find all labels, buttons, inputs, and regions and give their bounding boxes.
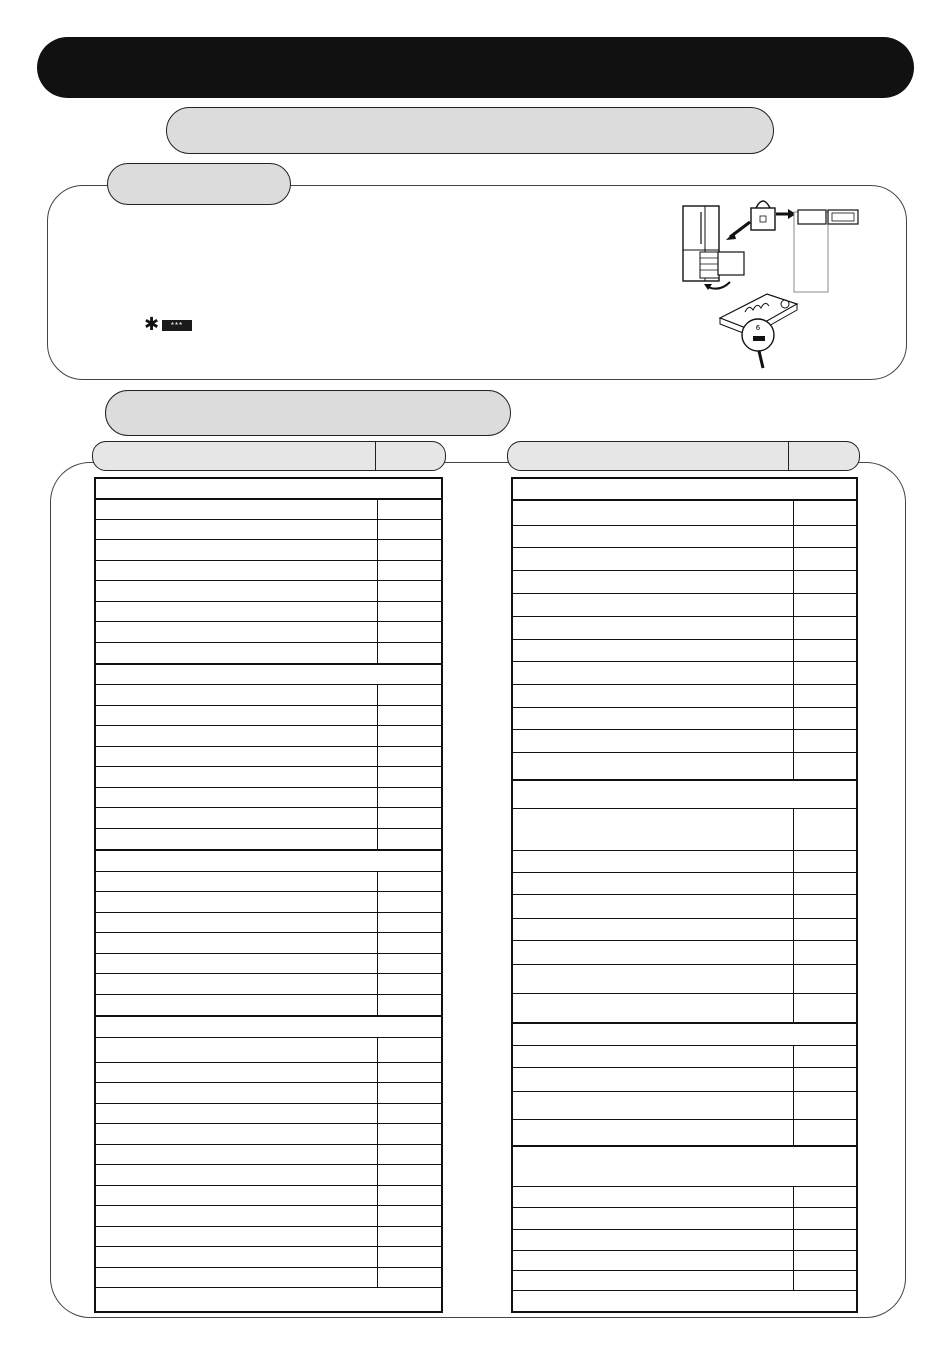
column-divider <box>793 525 794 547</box>
table-row <box>96 807 441 829</box>
column-divider <box>793 894 794 918</box>
column-divider <box>377 1037 378 1062</box>
column-divider <box>793 850 794 872</box>
column-divider <box>793 570 794 593</box>
column-divider <box>377 994 378 1015</box>
table-header-row <box>513 479 856 501</box>
table-row <box>513 1186 856 1208</box>
column-divider <box>793 707 794 729</box>
table-row <box>96 994 441 1017</box>
table-row <box>96 1185 441 1206</box>
table-row <box>96 601 441 622</box>
column-divider <box>377 1123 378 1144</box>
column-divider <box>377 746 378 766</box>
table-row <box>513 547 856 571</box>
table-row <box>513 894 856 919</box>
column-divider <box>793 593 794 616</box>
table-row <box>96 539 441 561</box>
column-divider <box>377 1226 378 1246</box>
column-divider <box>377 891 378 912</box>
table-row <box>96 642 441 665</box>
column-divider <box>377 725 378 746</box>
column-divider <box>377 498 378 519</box>
column-divider <box>377 787 378 807</box>
column-divider <box>377 560 378 580</box>
table-row <box>513 707 856 730</box>
table-row <box>513 525 856 548</box>
column-divider <box>377 1246 378 1267</box>
table-group-row <box>96 849 441 872</box>
column-divider <box>377 1062 378 1082</box>
freezer-star-icon: ✱ <box>144 314 160 335</box>
column-divider <box>793 872 794 894</box>
table-row <box>96 1144 441 1165</box>
table-row <box>513 964 856 994</box>
column-divider <box>793 1091 794 1119</box>
table-row <box>513 1207 856 1230</box>
right-storage-table <box>511 477 858 1313</box>
table-row <box>96 973 441 995</box>
table-row <box>513 752 856 781</box>
table-row <box>513 1045 856 1068</box>
table-row <box>513 729 856 753</box>
column-divider <box>377 766 378 787</box>
table-row <box>513 499 856 526</box>
section-title-pill <box>166 107 774 154</box>
table-row <box>513 661 856 685</box>
table-row <box>96 1164 441 1186</box>
column-divider <box>377 1205 378 1226</box>
column-divider <box>377 642 378 663</box>
table-row <box>513 940 856 965</box>
table-row <box>513 639 856 662</box>
table-row <box>96 912 441 933</box>
column-divider <box>377 539 378 560</box>
column-divider <box>793 752 794 779</box>
column-divider <box>377 828 378 849</box>
column-divider <box>793 1119 794 1145</box>
freezer-rating-badge: *** <box>162 320 192 331</box>
table-row <box>513 1067 856 1092</box>
column-divider <box>793 661 794 684</box>
column-divider <box>793 1045 794 1067</box>
freezer-rating-magnifier-icon <box>715 290 805 370</box>
table-group-row <box>513 779 856 809</box>
column-divider <box>793 499 794 525</box>
table-row <box>96 1123 441 1145</box>
column-divider <box>377 1103 378 1123</box>
table-row <box>513 1229 856 1251</box>
column-divider <box>793 729 794 752</box>
right-column-tab <box>507 441 860 471</box>
column-divider <box>793 993 794 1022</box>
left-column-tab <box>92 441 446 471</box>
table-row <box>513 1119 856 1147</box>
column-divider <box>377 1164 378 1185</box>
table-row <box>96 932 441 954</box>
column-divider <box>377 601 378 621</box>
table-row <box>96 1267 441 1288</box>
fridge-shopping-illustration-icon <box>678 192 868 302</box>
table-row <box>96 766 441 788</box>
table-row <box>513 616 856 640</box>
table-row <box>513 570 856 594</box>
column-divider <box>793 639 794 661</box>
column-divider <box>377 684 378 705</box>
column-divider <box>793 1186 794 1207</box>
table-header-row <box>96 479 441 500</box>
column-divider <box>377 705 378 725</box>
column-divider <box>793 1270 794 1290</box>
column-divider <box>793 1207 794 1229</box>
table-row <box>96 1062 441 1083</box>
table-row <box>96 1205 441 1227</box>
column-divider <box>793 616 794 639</box>
column-divider <box>793 918 794 940</box>
table-row <box>513 1091 856 1120</box>
table-group-row <box>513 1145 856 1187</box>
column-divider <box>377 807 378 828</box>
table-row <box>96 891 441 913</box>
table-group-row <box>96 1015 441 1038</box>
column-divider <box>793 684 794 707</box>
table-row <box>96 953 441 974</box>
table-row <box>513 872 856 895</box>
column-divider <box>377 1144 378 1164</box>
column-divider <box>377 1185 378 1205</box>
table-row <box>96 871 441 892</box>
column-divider <box>377 973 378 994</box>
page-title-bar <box>37 37 914 98</box>
column-divider <box>793 964 794 993</box>
table-row <box>96 725 441 747</box>
table-row <box>96 1082 441 1104</box>
storage-section-pill <box>105 390 511 436</box>
table-row <box>513 918 856 941</box>
table-row <box>96 1226 441 1247</box>
table-row <box>513 593 856 617</box>
table-row <box>513 850 856 873</box>
column-divider <box>793 808 794 850</box>
table-group-row <box>513 1022 856 1046</box>
table-row <box>96 1037 441 1063</box>
column-divider <box>377 621 378 642</box>
table-row <box>96 684 441 706</box>
left-storage-table <box>94 477 443 1313</box>
column-divider <box>377 953 378 973</box>
table-row <box>96 746 441 767</box>
table-row <box>96 828 441 851</box>
column-divider <box>793 1067 794 1091</box>
column-divider <box>793 940 794 964</box>
table-row <box>513 808 856 851</box>
column-divider <box>377 912 378 932</box>
column-divider <box>793 1250 794 1270</box>
column-divider <box>377 580 378 601</box>
table-row <box>96 787 441 808</box>
column-divider <box>377 1082 378 1103</box>
table-row <box>513 1270 856 1291</box>
table-row <box>96 1103 441 1124</box>
table-row <box>96 705 441 726</box>
table-row <box>513 684 856 708</box>
table-group-row <box>96 663 441 685</box>
table-row <box>96 560 441 581</box>
column-divider <box>377 519 378 539</box>
column-divider <box>377 1267 378 1287</box>
table-row <box>513 1250 856 1271</box>
table-row <box>96 1246 441 1268</box>
svg-text:6: 6 <box>755 324 761 332</box>
table-row <box>96 580 441 602</box>
table-row <box>96 519 441 540</box>
column-divider <box>377 932 378 953</box>
table-row <box>513 993 856 1024</box>
table-row <box>96 498 441 520</box>
table-row <box>96 621 441 643</box>
subsection-title-pill <box>107 163 291 205</box>
column-divider <box>377 871 378 891</box>
column-divider <box>793 547 794 570</box>
column-divider <box>793 1229 794 1250</box>
